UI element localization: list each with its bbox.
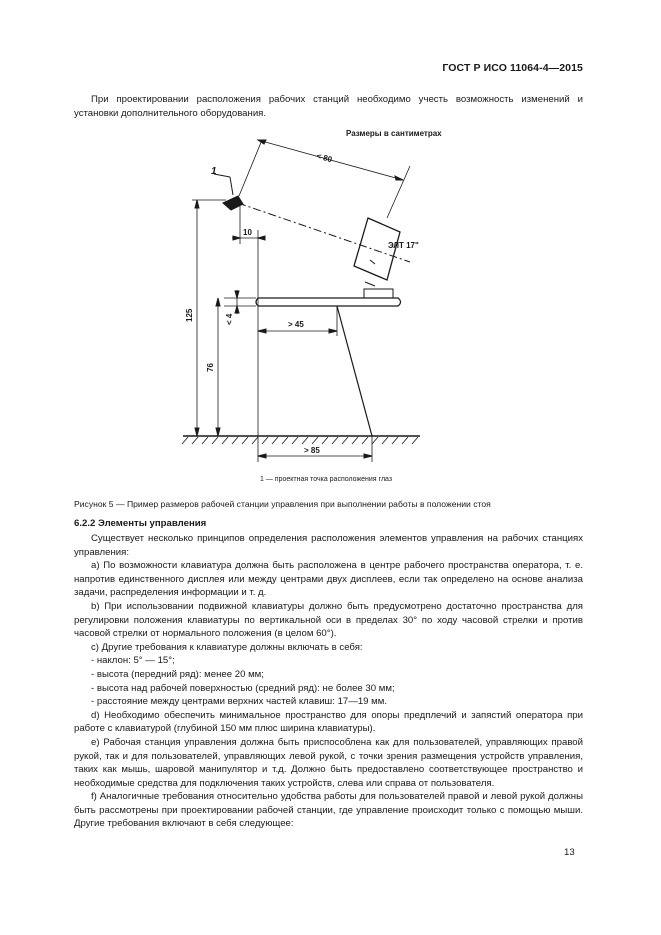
figure-legend: 1 — проектная точка расположения глаз: [260, 476, 393, 483]
standard-header: ГОСТ Р ИСО 11064-4—2015: [442, 62, 583, 74]
desk-surface: [256, 298, 401, 306]
dim-76-label: 76: [206, 363, 215, 372]
page-number: 13: [564, 847, 575, 858]
list-item: - высота над рабочей поверхностью (средний ряд): не более 30 мм;: [91, 682, 395, 694]
label-1: 1: [211, 166, 217, 177]
paragraph: c) Другие требования к клавиатуре должны включать в себя:: [91, 641, 363, 653]
list-item: - расстояние между центрами верхних частей клавиш: 17—19 мм.: [91, 696, 388, 708]
floor-hatching: [182, 437, 418, 444]
dim-4-label: < 4: [225, 313, 234, 325]
dim-45-label: > 45: [288, 320, 304, 329]
crt-label: ЭЛТ 17": [388, 241, 419, 250]
paragraph: e) Рабочая станция управления должна быть приспособлена как для пользователей, управляющих правой рукой, так и для пользователей, управляющих левой рукой, с точки зрения размещения устройств управления, таких как мышь, шаровой манипулятор и т.д. Должно быть предоставлено соответствующее пространство и необходимые средства для подключения таких устройств, слева или справа от пользователя.: [74, 736, 583, 789]
paragraph: b) При использовании подвижной клавиатуры должно быть предусмотрено достаточно пространства для регулировки положения клавиатуры по вертикальной оси в пределах 30° по ходу часовой стрелки и против часовой стрелки от нормального положения (в целом 60°).: [74, 600, 583, 640]
dim-10-label: 10: [243, 228, 252, 237]
list-item: - высота (передний ряд): менее 20 мм;: [91, 668, 264, 680]
units-note: Размеры в сантиметрах: [346, 129, 442, 138]
section-body: [74, 532, 583, 831]
line-of-sight: [238, 203, 410, 262]
monitor-stand: [364, 289, 393, 298]
paragraph: Существует несколько принципов определения расположения элементов управления на рабочих станциях управления:: [74, 533, 583, 558]
desk-leg: [337, 306, 372, 436]
paragraph: a) По возможности клавиатура должна быть расположена в центре рабочего пространства оператора, т. е. напротив единственного дисплея или между центрами двух дисплеев, если так определено на основе анализа задачи, распределения информации и т. д.: [74, 560, 583, 599]
section-heading: 6.2.2 Элементы управления: [74, 518, 207, 529]
dim-85-label: > 85: [304, 446, 320, 455]
intro-text: При проектировании расположения рабочих станций необходимо учесть возможность изменений и установки дополнительного оборудования.: [74, 94, 583, 119]
paragraph: d) Необходимо обеспечить минимальное пространство для опоры предплечий и запястий оператора при работе с клавиатурой (глубиной 150 мм плюс ширина клавиатуры).: [74, 709, 583, 735]
dim-80-label: < 80: [315, 151, 334, 165]
figure-caption: Рисунок 5 — Пример размеров рабочей станции управления при выполнении работы в положении стоя: [74, 499, 491, 509]
dim-125-label: 125: [185, 308, 194, 322]
list-item: - наклон: 5° — 15°;: [91, 655, 175, 667]
paragraph: f) Аналогичные требования относительно удобства работы для пользователей правой и левой рукой должны быть рассмотрены при проектировании рабочей станции, где управление происходит только с помощью мыши. Другие требования включают в себя следующее:: [74, 791, 583, 830]
